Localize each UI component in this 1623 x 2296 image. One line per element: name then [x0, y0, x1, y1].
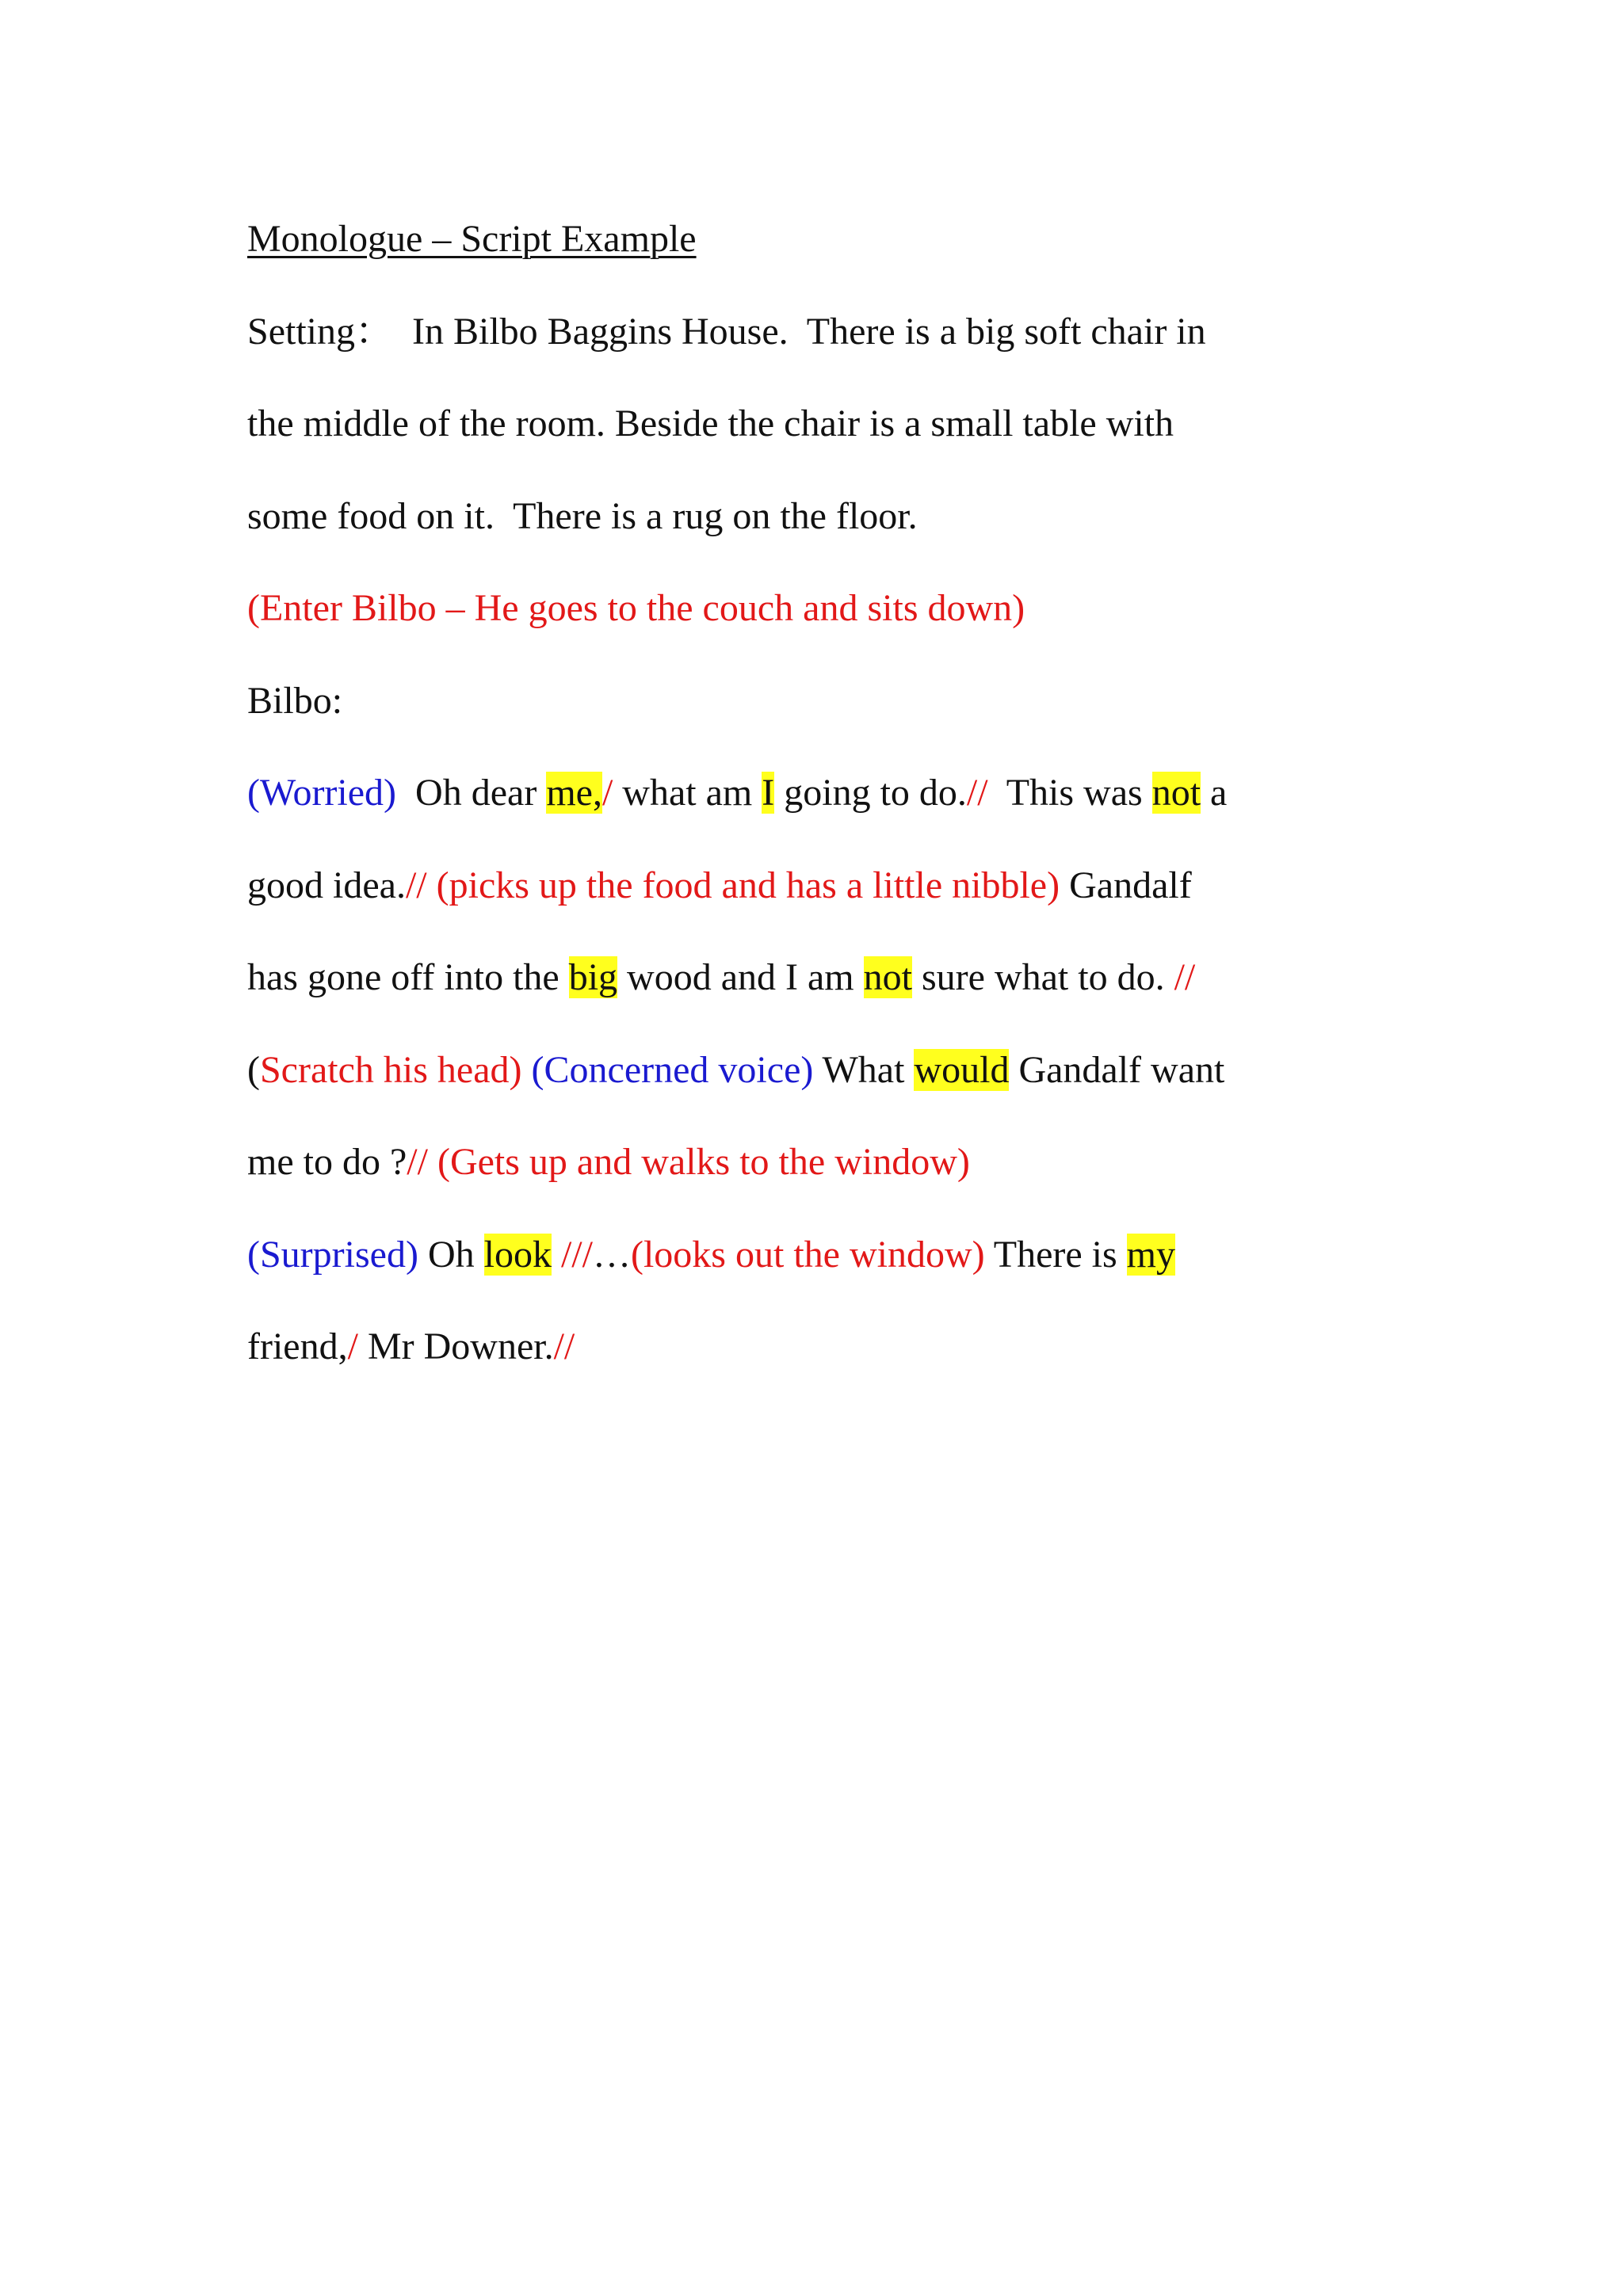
stage-direction: / [347, 1325, 358, 1367]
script-line [247, 1209, 1420, 1302]
script-text: Setting： In Bilbo Baggins House. There is a big soft chair in [247, 310, 1206, 353]
script-line [247, 747, 1420, 840]
stage-direction: // (picks up the food and has a little nibble) [405, 864, 1060, 906]
script-text: … [592, 1233, 631, 1276]
script-text: me to do ? [247, 1141, 407, 1183]
stage-direction: / [601, 772, 613, 814]
script-line [247, 932, 1420, 1024]
script-text: sure what to do. [911, 956, 1174, 998]
script-line [247, 1116, 1420, 1209]
script-line [247, 378, 1420, 471]
script-text: some food on it. There is a rug on the floor. [247, 494, 918, 537]
script-text: Gandalf [1060, 864, 1192, 906]
emotion-cue: (Concerned voice) [531, 1048, 814, 1091]
script-text: Bilbo: [247, 679, 343, 722]
script-text: ( [247, 1048, 260, 1091]
script-text: good idea. [247, 864, 406, 906]
stage-direction: (Enter Bilbo – He goes to the couch and sits down) [247, 587, 1025, 629]
emphasis-word: big [568, 956, 618, 998]
script-text: Mr Downer. [357, 1325, 554, 1367]
script-body [247, 193, 1420, 1394]
script-text [522, 1049, 532, 1091]
script-text [552, 1234, 561, 1276]
script-text: what am [613, 772, 762, 814]
stage-direction: // [553, 1325, 575, 1367]
stage-direction: (looks out the window) [630, 1233, 985, 1276]
stage-direction: /// [560, 1233, 593, 1276]
emotion-cue: (Surprised) [247, 1233, 418, 1276]
script-text: There is [984, 1233, 1127, 1276]
script-text: Oh dear [396, 772, 547, 814]
emotion-cue: (Worried) [247, 772, 397, 814]
emphasis-word: not [1151, 772, 1201, 814]
script-text: This was [987, 772, 1152, 814]
emphasis-word: I [762, 772, 775, 814]
emphasis-word: would [914, 1048, 1010, 1091]
script-line [247, 563, 1420, 655]
script-text: friend, [247, 1325, 348, 1367]
script-text: Oh [418, 1233, 484, 1276]
script-text: a [1201, 772, 1228, 814]
script-text: going to do. [774, 772, 967, 814]
script-text: What [813, 1048, 915, 1091]
script-line [247, 840, 1420, 933]
script-line [247, 1024, 1420, 1117]
script-line [247, 471, 1420, 563]
document-title: Monologue – Script Example [247, 218, 697, 260]
emphasis-word: my [1126, 1233, 1176, 1276]
script-line [247, 655, 1420, 748]
script-text: Gandalf want [1009, 1048, 1225, 1091]
script-text: has gone off into the [247, 956, 569, 998]
emphasis-word: not [863, 956, 912, 998]
script-line [247, 1301, 1420, 1394]
script-lines [247, 286, 1420, 1394]
script-text: wood and I am [617, 956, 864, 998]
stage-direction: // [966, 772, 988, 814]
script-text: the middle of the room. Beside the chair is a small table with [247, 402, 1174, 444]
stage-direction: // [1174, 956, 1196, 998]
stage-direction: Scratch his head) [259, 1048, 522, 1091]
script-line [247, 286, 1420, 379]
emphasis-word: look [483, 1233, 552, 1276]
emphasis-word: me, [546, 772, 602, 814]
stage-direction: // (Gets up and walks to the window) [407, 1141, 970, 1183]
